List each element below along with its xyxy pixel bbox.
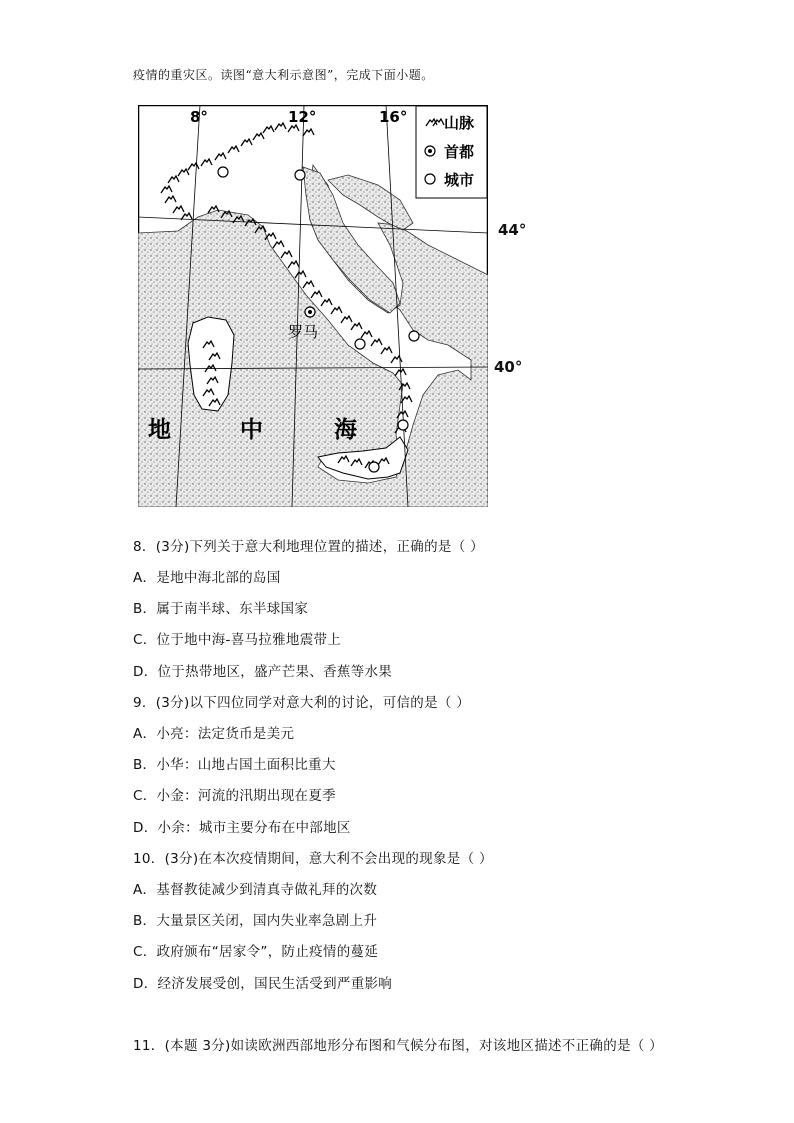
- legend-city-icon: [425, 174, 435, 184]
- legend-mountain-label: 山脉: [444, 114, 475, 132]
- lat-label-40: 40°: [494, 358, 523, 376]
- question-9-stem: 9．(3分)以下四位同学对意大利的讨论，可信的是（ ）: [133, 695, 471, 711]
- capital-label: 罗马: [288, 323, 319, 341]
- question-9-option-b[interactable]: B．小华：山地占国土面积比重大: [133, 757, 336, 773]
- intro-text: 疫情的重灾区。读图“意大利示意图”，完成下面小题。: [133, 68, 434, 82]
- legend-capital-label: 首都: [444, 143, 475, 161]
- sea-label-3: 海: [334, 417, 357, 443]
- question-8-option-c[interactable]: C．位于地中海-喜马拉雅地震带上: [133, 632, 342, 648]
- lon-label-12: 12°: [288, 108, 317, 126]
- question-8-option-d[interactable]: D．位于热带地区，盛产芒果、香蕉等水果: [133, 664, 393, 680]
- sardinia: [188, 317, 234, 411]
- question-10-option-b[interactable]: B．大量景区关闭，国内失业率急剧上升: [133, 913, 378, 929]
- question-11-stem: 11．(本题 3分)如读欧洲西部地形分布图和气候分布图，对该地区描述不正确的是（ ）: [133, 1038, 663, 1054]
- question-10-stem: 10．(3分)在本次疫情期间，意大利不会出现的现象是（ ）: [133, 851, 493, 867]
- question-10-option-a[interactable]: A．基督教徒减少到清真寺做礼拜的次数: [133, 882, 378, 898]
- question-8-option-a[interactable]: A．是地中海北部的岛国: [133, 570, 281, 586]
- question-9-option-c[interactable]: C．小金：河流的汛期出现在夏季: [133, 788, 336, 804]
- sea-label-1: 地: [148, 417, 171, 443]
- question-8-stem: 8．(3分)下列关于意大利地理位置的描述，正确的是（ ）: [133, 539, 484, 555]
- legend-city-label: 城市: [444, 171, 475, 189]
- italy-map: [138, 105, 488, 507]
- lon-label-8: 8°: [190, 108, 208, 126]
- question-10-option-c[interactable]: C．政府颁布“居家令”，防止疫情的蔓延: [133, 944, 379, 960]
- question-10-option-d[interactable]: D．经济发展受创，国民生活受到严重影响: [133, 976, 393, 992]
- sea-label-2: 中: [240, 417, 263, 443]
- question-8-option-b[interactable]: B．属于南半球、东半球国家: [133, 601, 309, 617]
- lat-label-44: 44°: [498, 221, 527, 239]
- lon-label-16: 16°: [379, 108, 408, 126]
- question-9-option-d[interactable]: D．小余：城市主要分布在中部地区: [133, 820, 351, 836]
- question-9-option-a[interactable]: A．小亮：法定货币是美元: [133, 726, 295, 742]
